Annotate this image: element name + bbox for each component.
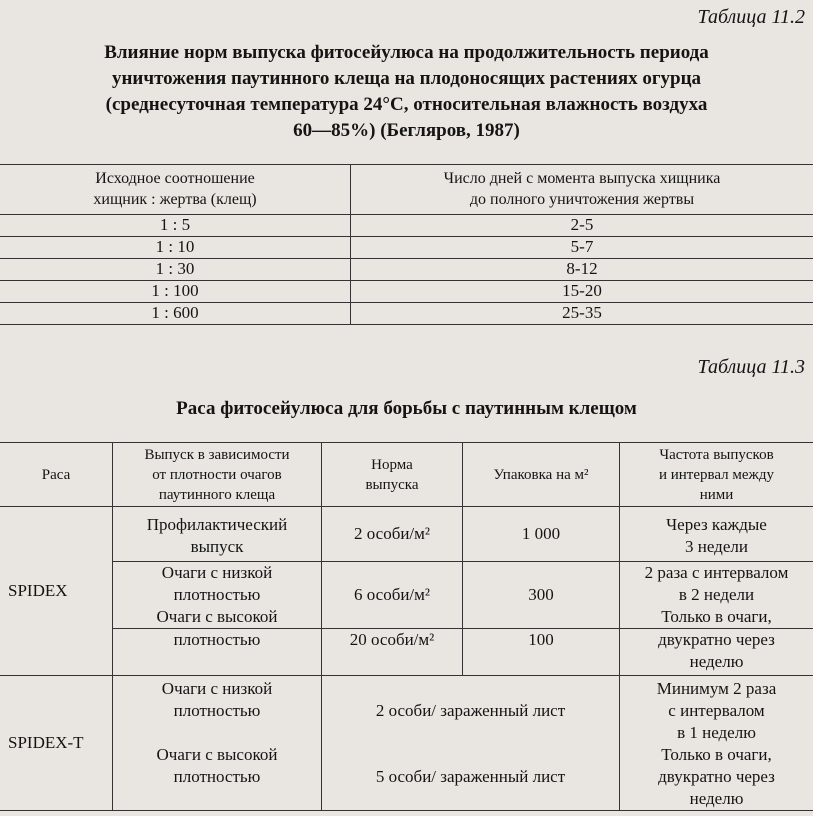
table-cell: 100 [463, 629, 620, 676]
header-line: Число дней с момента выпуска хищника [443, 170, 721, 187]
table-row [0, 676, 813, 811]
table-row [0, 629, 813, 676]
table-cell: 6 особи/м² [322, 562, 463, 629]
table-cell [620, 629, 813, 676]
cell-line: выпуск [190, 537, 244, 556]
header-line: и интервал между [658, 466, 775, 483]
cell-line: в 2 недели [678, 585, 755, 604]
table-title [0, 40, 813, 144]
cell-line: 3 недели [685, 537, 748, 556]
title-line: уничтожения паутинного клеща на плодоносящих растениях огурца [111, 68, 702, 89]
cell-line: в 1 неделю [677, 723, 756, 742]
table-cell: 1 : 100 [0, 281, 351, 303]
cell-line: Очаги с высокой [156, 745, 278, 764]
table-cell: 1 : 30 [0, 259, 351, 281]
cell-line: с интервалом [668, 701, 765, 720]
table-cell: 20 особи/м² [322, 629, 463, 676]
header-cell [620, 443, 813, 507]
cell-line: Очаги с высокой [156, 607, 278, 626]
table-cell: 25-35 [351, 303, 813, 325]
header-line: хищник : жертва (клещ) [93, 191, 257, 208]
header-line: от плотности очагов [152, 466, 282, 483]
cell-line: Минимум 2 раза [656, 679, 777, 698]
header-line: Исходное соотношение [95, 170, 255, 187]
title-line: Влияние норм выпуска фитосейулюса на продолжительность периода [104, 42, 709, 63]
cell-line: двукратно через [658, 767, 775, 786]
cell-line: Через каждые [666, 515, 767, 534]
cell-line: плотностью [173, 701, 261, 720]
table-row [0, 562, 813, 629]
cell-line: 2 раза с интервалом [644, 563, 789, 582]
table-cell: 2-5 [351, 215, 813, 237]
table-row [0, 215, 813, 237]
table-cell: 1 000 [463, 507, 620, 562]
race-cell: SPIDEX-T [0, 676, 113, 811]
header-line: выпуска [365, 476, 419, 493]
cell-line: плотностью [173, 585, 261, 604]
table-cell [620, 507, 813, 562]
table-cell: 1 : 600 [0, 303, 351, 325]
table-caption: Таблица 11.2 [697, 6, 805, 28]
header-line: Частота выпусков [659, 446, 774, 463]
table-cell: 1 : 5 [0, 215, 351, 237]
table-row [0, 237, 813, 259]
cell-line: плотностью [173, 630, 261, 649]
ratio-table [0, 164, 813, 325]
table-header-row [0, 443, 813, 507]
table-cell [620, 562, 813, 629]
table-cell [113, 562, 322, 629]
cell-line: Только в очаги, [661, 607, 772, 626]
header-cell [351, 165, 813, 215]
cell-line: Только в очаги, [661, 745, 772, 764]
header-cell: Раса [0, 443, 113, 507]
table-cell: 2 особи/м² [322, 507, 463, 562]
cell-line: плотностью [173, 767, 261, 786]
table-row [0, 303, 813, 325]
table-cell [113, 629, 322, 676]
header-line: Норма [371, 456, 413, 473]
table-cell: 8-12 [351, 259, 813, 281]
cell-line: 5 особи/ зараженный лист [375, 767, 566, 786]
title-line: (среднесуточная температура 24°С, относительная влажность воздуха [105, 94, 708, 115]
race-table [0, 442, 813, 811]
title-line: 60—85%) (Бегляров, 1987) [293, 120, 520, 141]
header-line: ними [699, 486, 734, 503]
cell-line: Очаги с низкой [161, 563, 273, 582]
table-cell: 300 [463, 562, 620, 629]
table-row [0, 281, 813, 303]
cell-line: двукратно через [658, 630, 775, 649]
table-cell [113, 676, 322, 811]
table-title: Раса фитосейулюса для борьбы с паутинным клещом [176, 398, 637, 419]
header-line: Выпуск в зависимости [144, 446, 290, 463]
table-cell [113, 507, 322, 562]
cell-line: неделю [689, 789, 744, 808]
table-caption: Таблица 11.3 [697, 356, 805, 378]
cell-line: Очаги с низкой [161, 679, 273, 698]
header-line: до полного уничтожения жертвы [469, 191, 695, 208]
header-line: паутинного клеща [158, 486, 276, 503]
table-row [0, 259, 813, 281]
cell-line: неделю [689, 652, 744, 671]
header-cell: Упаковка на м² [463, 443, 620, 507]
cell-line: 2 особи/ зараженный лист [375, 701, 566, 720]
table-row [0, 507, 813, 562]
table-cell: 1 : 10 [0, 237, 351, 259]
table-header-row [0, 165, 813, 215]
cell-line: Профилактический [146, 515, 288, 534]
header-cell [0, 165, 351, 215]
header-cell [322, 443, 463, 507]
table-cell [322, 676, 620, 811]
race-cell: SPIDEX [0, 507, 113, 676]
header-cell [113, 443, 322, 507]
table-cell: 15-20 [351, 281, 813, 303]
table-cell [620, 676, 813, 811]
table-cell: 5-7 [351, 237, 813, 259]
